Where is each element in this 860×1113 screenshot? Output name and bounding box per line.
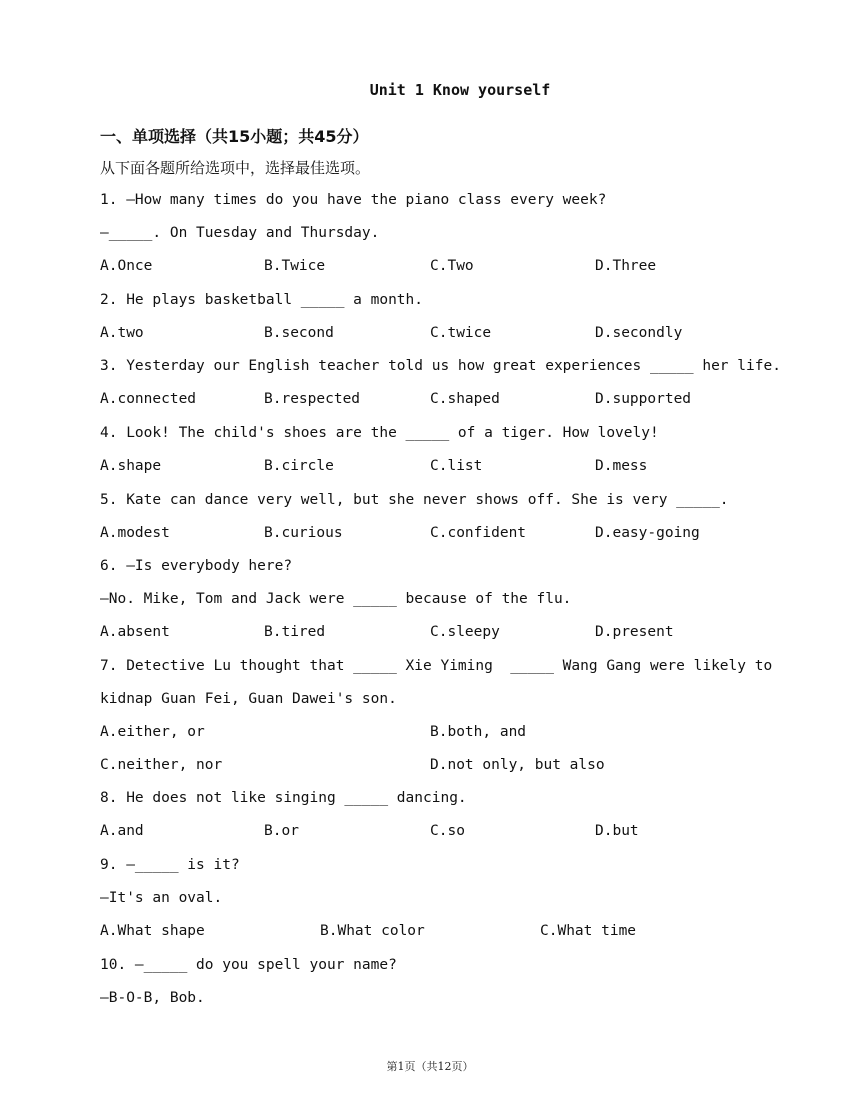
question-6-option-b: B.tired [264,624,326,640]
question-2-option-c: C.twice [430,325,492,341]
question-4-stem: 4. Look! The child's shoes are the _____ of a tiger. How lovely! [100,425,659,441]
question-7-stem-continued: kidnap Guan Fei, Guan Dawei's son. [100,691,397,707]
question-3-option-c: C.shaped [430,391,500,407]
question-8-stem: 8. He does not like singing _____ dancing. [100,790,467,806]
question-6-answer-line: —No. Mike, Tom and Jack were _____ because of the flu. [100,591,572,607]
question-1-option-b: B.Twice [264,258,326,274]
question-5-stem: 5. Kate can dance very well, but she never shows off. She is very _____. [100,492,729,508]
question-4-option-d: D.mess [595,458,648,474]
question-9-option-c: C.What time [540,923,637,939]
question-10-answer-line: —B-O-B, Bob. [100,990,205,1006]
question-7-stem: 7. Detective Lu thought that _____ Xie Yiming _____ Wang Gang were likely to [100,658,773,674]
section-heading: 一、单项选择（共15小题；共45分） [100,127,369,146]
question-1-option-d: D.Three [595,258,657,274]
question-4-option-a: A.shape [100,458,162,474]
question-1-answer-line: —_____. On Tuesday and Thursday. [100,225,380,241]
question-7-option-b: B.both, and [430,724,527,740]
question-7-option-d: D.not only, but also [430,757,605,773]
question-3-option-a: A.connected [100,391,197,407]
question-6-option-c: C.sleepy [430,624,500,640]
question-3-option-d: D.supported [595,391,692,407]
question-9-option-b: B.What color [320,923,425,939]
question-4-option-b: B.circle [264,458,334,474]
question-2-option-b: B.second [264,325,334,341]
question-2-stem: 2. He plays basketball _____ a month. [100,292,424,308]
question-9-option-a: A.What shape [100,923,205,939]
question-1-option-c: C.Two [430,258,474,274]
question-1-option-a: A.Once [100,258,153,274]
question-8-option-d: D.but [595,823,639,839]
question-2-option-d: D.secondly [595,325,683,341]
question-9-answer-line: —It's an oval. [100,890,223,906]
question-2-option-a: A.two [100,325,144,341]
question-7-option-c: C.neither, nor [100,757,223,773]
question-4-option-c: C.list [430,458,483,474]
section-instruction: 从下面各题所给选项中，选择最佳选项。 [100,159,371,177]
question-6-option-a: A.absent [100,624,170,640]
question-8-option-c: C.so [430,823,465,839]
question-5-option-c: C.confident [430,525,527,541]
question-8-option-a: A.and [100,823,144,839]
question-5-option-a: A.modest [100,525,170,541]
question-1-stem: 1. —How many times do you have the piano class every week? [100,192,607,208]
question-8-option-b: B.or [264,823,299,839]
page-footer: 第1页（共12页） [386,1060,474,1073]
question-5-option-d: D.easy-going [595,525,700,541]
question-3-stem: 3. Yesterday our English teacher told us how great experiences _____ her life. [100,358,781,374]
question-9-stem: 9. —_____ is it? [100,857,240,873]
document-title: Unit 1 Know yourself [369,81,551,99]
question-5-option-b: B.curious [264,525,343,541]
question-3-option-b: B.respected [264,391,361,407]
question-6-stem: 6. —Is everybody here? [100,558,293,574]
question-10-stem: 10. —_____ do you spell your name? [100,957,397,973]
question-7-option-a: A.either, or [100,724,205,740]
question-6-option-d: D.present [595,624,674,640]
